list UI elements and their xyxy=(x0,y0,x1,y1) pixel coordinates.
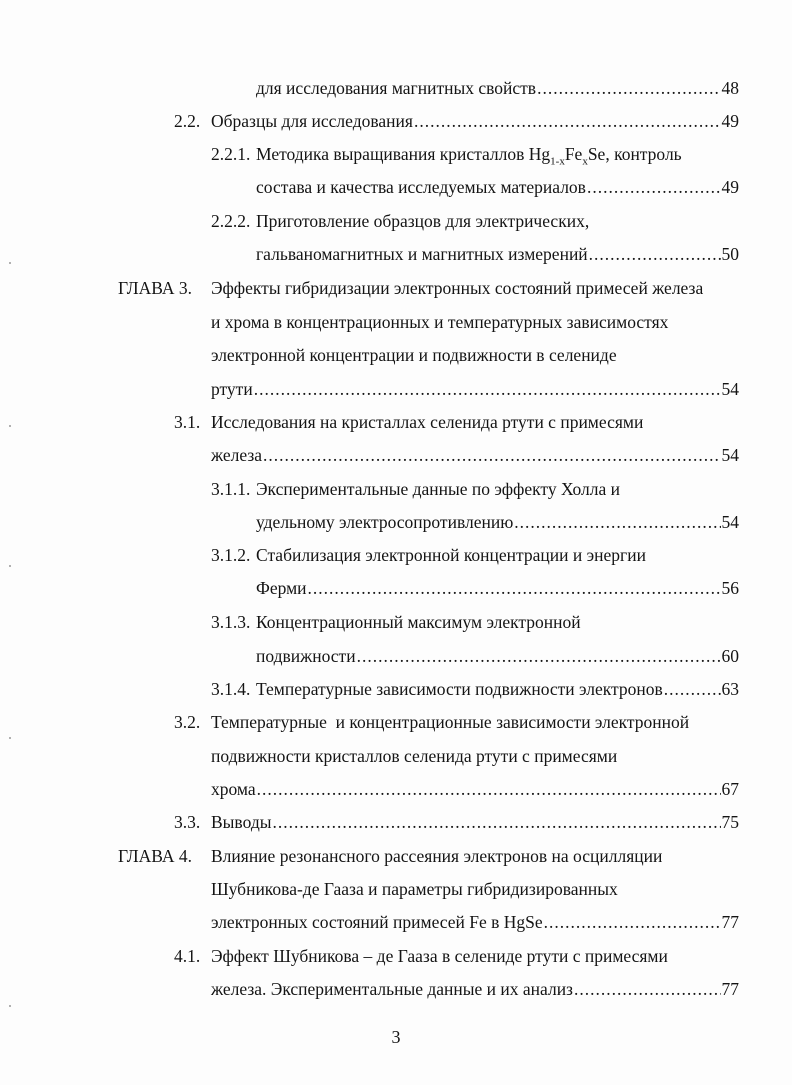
toc-page-number: 48 xyxy=(721,78,739,98)
toc-leader-dots xyxy=(263,444,720,466)
toc-section-number: 2.2. xyxy=(174,111,201,131)
toc-page-number: 54 xyxy=(721,379,739,399)
toc-entry xyxy=(211,444,739,466)
toc-entry-text: Влияние резонансного рассеяния электронов на осцилляции xyxy=(211,846,663,866)
toc-entry-text: состава и качества исследуемых материалов xyxy=(256,177,586,197)
toc-section-number: 3.1.1. xyxy=(211,479,251,499)
toc-entry-text: гальваномагнитных и магнитных измерений xyxy=(256,244,588,264)
toc-entry xyxy=(256,645,739,667)
toc-entry-text: хрома xyxy=(211,779,256,799)
toc-section-number: 3.1.3. xyxy=(211,612,251,632)
toc-entry-text: удельному электросопротивлению xyxy=(256,512,514,532)
toc-section-number: 3.3. xyxy=(174,812,201,832)
toc-section-number: 3.1.4. xyxy=(211,679,251,699)
toc-entry-text: Исследования на кристаллах селенида ртути с примесями xyxy=(211,412,644,432)
toc-leader-dots xyxy=(308,577,721,599)
toc-entry xyxy=(256,577,739,599)
toc-entry-text: Экспериментальные данные по эффекту Холла и xyxy=(256,479,620,499)
toc-page-number: 49 xyxy=(721,111,739,131)
toc-entry-text: Образцы для исследования xyxy=(211,111,413,131)
toc-entry-text: Концентрационный максимум электронной xyxy=(256,612,581,632)
toc-leader-dots xyxy=(537,77,720,99)
toc-entry-text: электронной концентрации и подвижности в селениде xyxy=(211,345,617,365)
toc-entry-text: Эффекты гибридизации электронных состояний примесей железа xyxy=(211,278,704,298)
toc-entry-text: для исследования магнитных свойств xyxy=(256,78,537,98)
toc-leader-dots xyxy=(254,378,721,400)
page-number: 3 xyxy=(391,1027,401,1047)
toc-entry-text: подвижности xyxy=(256,646,356,666)
toc-entry-text: Температурные и концентрационные зависимости электронной xyxy=(211,712,690,732)
toc-leader-dots xyxy=(272,811,720,833)
toc-entry-text: железа. Экспериментальные данные и их анализ xyxy=(211,979,573,999)
toc-leader-dots xyxy=(414,110,721,132)
toc-entry xyxy=(211,978,739,1000)
scan-speck xyxy=(9,262,11,264)
toc-leader-dots xyxy=(587,176,721,198)
toc-entry-text: Температурные зависимости подвижности электронов xyxy=(256,679,663,699)
toc-entry xyxy=(211,778,739,800)
toc-leader-dots xyxy=(357,645,721,667)
toc-page-number: 50 xyxy=(721,244,739,264)
toc-entry-text: подвижности кристаллов селенида ртути с примесями xyxy=(211,746,618,766)
scan-speck xyxy=(9,1005,11,1007)
toc-page-number: 77 xyxy=(721,979,739,999)
toc-section-number: 2.2.2. xyxy=(211,211,251,231)
toc-section-number: 4.1. xyxy=(174,946,201,966)
toc-page-number: 54 xyxy=(721,512,739,532)
toc-leader-dots xyxy=(544,911,721,933)
toc-page-number: 54 xyxy=(721,445,739,465)
toc-chapter-number: ГЛАВА 4. xyxy=(118,846,193,866)
toc-entry xyxy=(256,243,739,265)
toc-leader-dots xyxy=(574,978,721,1000)
toc-entry xyxy=(211,378,739,400)
toc-entry xyxy=(256,176,739,198)
toc-entry xyxy=(256,678,739,700)
toc-entry-text: Приготовление образцов для электрических, xyxy=(256,211,590,231)
scan-speck xyxy=(9,737,11,739)
toc-page-number: 56 xyxy=(721,578,739,598)
toc-leader-dots xyxy=(257,778,721,800)
toc-section-number: 3.2. xyxy=(174,712,201,732)
toc-entry-text: электронных состояний примесей Fe в HgSe xyxy=(211,912,543,932)
toc-entry xyxy=(211,911,739,933)
toc-section-number: 3.1.2. xyxy=(211,545,251,565)
toc-entry-text: Шубникова-де Гааза и параметры гибридизированных xyxy=(211,879,618,899)
scan-speck xyxy=(9,425,11,427)
toc-entry xyxy=(211,110,739,132)
toc-page-number: 75 xyxy=(721,812,739,832)
toc-entry-text: ртути xyxy=(211,379,253,399)
toc-entry-text: и хрома в концентрационных и температурных зависимостях xyxy=(211,312,669,332)
toc-entry-text: Выводы xyxy=(211,812,272,832)
toc-entry-text: Эффект Шубникова – де Гааза в селениде ртути с примесями xyxy=(211,946,668,966)
toc-section-number: 3.1. xyxy=(174,412,201,432)
toc-page-number: 60 xyxy=(721,646,739,666)
toc-entry xyxy=(256,77,739,99)
scan-speck xyxy=(9,565,11,567)
toc-entry xyxy=(211,811,739,833)
toc-page-number: 77 xyxy=(721,912,739,932)
toc-leader-dots xyxy=(514,511,720,533)
toc-entry-text: Стабилизация электронной концентрации и энергии xyxy=(256,545,646,565)
toc-leader-dots xyxy=(664,678,721,700)
toc-entry-text: Методика выращивания кристаллов $Hg_{1-x}Fe_xSe$, контроль xyxy=(256,144,682,168)
toc-section-number: 2.2.1. xyxy=(211,144,251,164)
toc-page-number: 63 xyxy=(721,679,739,699)
toc-page-number: 49 xyxy=(721,177,739,197)
toc-entry-text: железа xyxy=(211,445,263,465)
toc-page-number: 67 xyxy=(721,779,739,799)
toc-entry-text: Ферми xyxy=(256,578,307,598)
toc-leader-dots xyxy=(589,243,721,265)
toc-entry xyxy=(256,511,739,533)
toc-chapter-number: ГЛАВА 3. xyxy=(118,278,193,298)
